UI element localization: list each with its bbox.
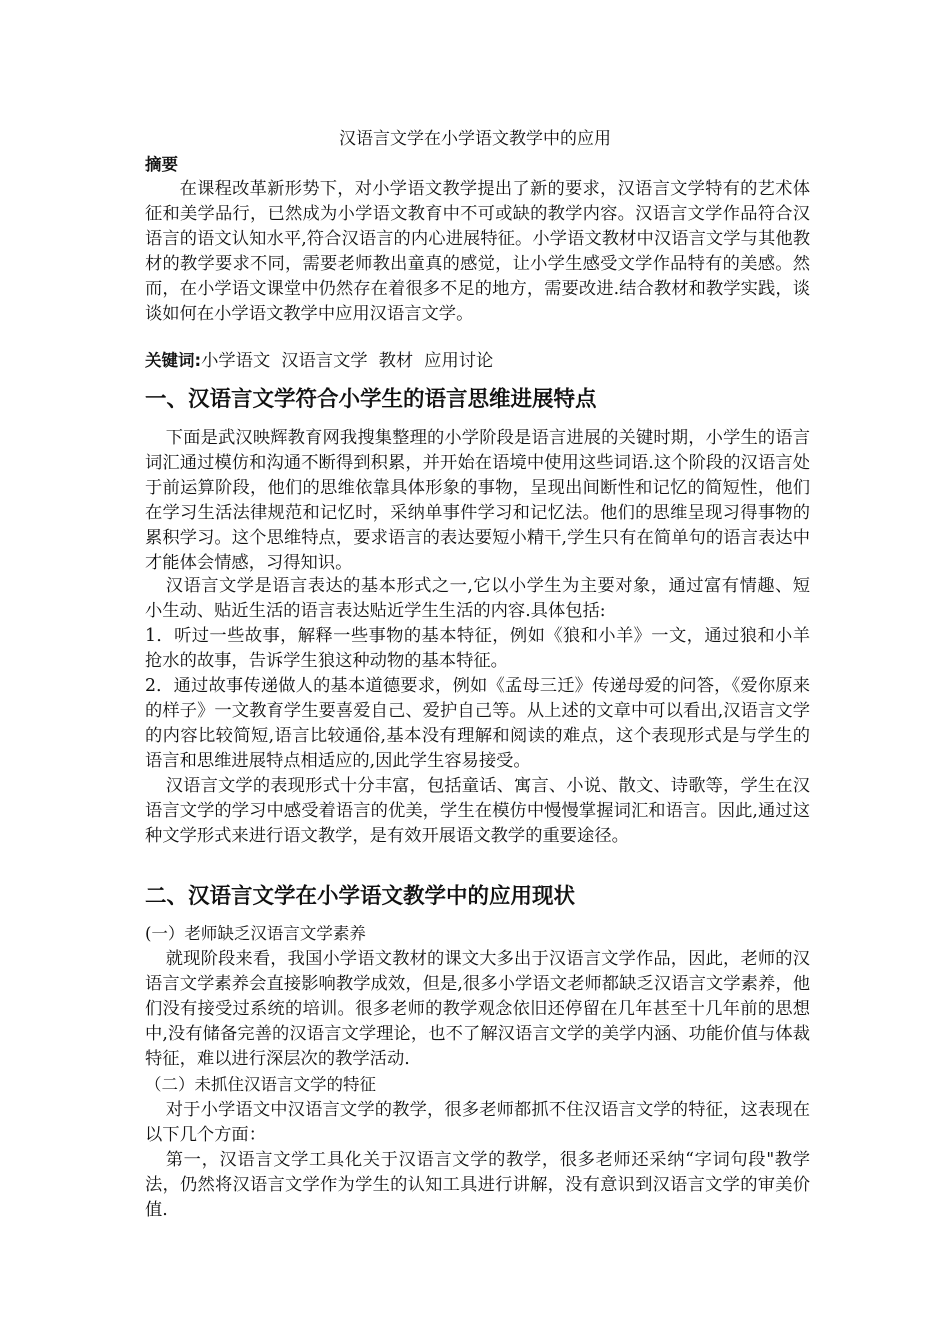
- section2-paragraph-1: 就现阶段来看，我国小学语文教材的课文大多出于汉语言文学作品，因此，老师的汉语言文学素养会直接影响教学成效，但是,很多小学语文老师都缺乏汉语言文学素养，他们没有接受过系统的培训。很多老师的教学观念依旧还停留在几年甚至十几年前的思想中,没有储备完善的汉语言文学理论，也不了解汉语言文学的美学内涵、功能价值与体裁特征，难以进行深层次的教学活动.: [145, 949, 810, 1069]
- abstract-label-line: [145, 152, 810, 178]
- document-title: 汉语言文学在小学语文教学中的应用: [339, 129, 611, 149]
- keywords-text: 小学语文 汉语言文学 教材 应用讨论: [201, 351, 494, 371]
- section2-paragraph-3: 第一，汉语言文学工具化关于汉语言文学的教学，很多老师还采纳“字词句段"教学法，仍然将汉语言文学作为学生的认知工具进行讲解，没有意识到汉语言文学的审美价值.: [145, 1150, 810, 1220]
- section2-subheading-1: (一）老师缺乏汉语言文学素养: [145, 924, 366, 943]
- abstract-text: 在课程改革新形势下，对小学语文教学提出了新的要求，汉语言文学特有的艺术体征和美学品行，已然成为小学语文教育中不可或缺的教学内容。汉语言文学作品符合汉语言的语文认知水平,符合汉语言的内心进展特征。小学语文教材中汉语言文学与其他教材的教学要求不同，需要老师教出童真的感觉，让小学生感受文学作品特有的美感。然而，在小学语文课堂中仍然存在着很多不足的地方，需要改进.结合教材和教学实践，谈谈如何在小学语文教学中应用汉语言文学。: [145, 179, 810, 324]
- keywords-line: [145, 348, 810, 374]
- section2-subheading-2: （二）未抓住汉语言文学的特征: [145, 1075, 376, 1094]
- section2-heading: 二、汉语言文学在小学语文教学中的应用现状: [145, 884, 576, 909]
- section2-paragraph-2: 对于小学语文中汉语言文学的教学，很多老师都抓不住汉语言文学的特征，这表现在以下几个方面：: [145, 1100, 810, 1145]
- section1-item-1: 1．听过一些故事，解释一些事物的基本特征，例如《狼和小羊》一文，通过狼和小羊抢水的故事，告诉学生狼这种动物的基本特征。: [145, 626, 810, 671]
- section1-paragraph-1: 下面是武汉映辉教育网我搜集整理的小学阶段是语言进展的关键时期，小学生的语言词汇通过模仿和沟通不断得到积累，并开始在语境中使用这些词语.这个阶段的汉语言处于前运算阶段，他们的思维依靠具体形象的事物，呈现出间断性和记忆的简短性，他们在学习生活法律规范和记忆时，采纳单事件学习和记忆法。他们的思维呈现习得事物的累积学习。这个思维特点，要求语言的表达要短小精干,学生只有在简单句的语言表达中才能体会情感，习得知识。: [145, 428, 810, 573]
- section1-item-2: 2．通过故事传递做人的基本道德要求，例如《孟母三迁》传递母爱的问答，《爱你原来的样子》一文教育学生要喜爱自己、爱护自己等。从上述的文章中可以看出,汉语言文学的内容比较简短,语言比较通俗,基本没有理解和阅读的难点，这个表现形式是与学生的语言和思维进展特点相适应的,因此学生容易接受。: [145, 676, 810, 771]
- section1-heading: 一、汉语言文学符合小学生的语言思维进展特点: [145, 387, 597, 412]
- abstract-label: 摘要: [145, 155, 178, 174]
- section1-paragraph-5: 汉语言文学的表现形式十分丰富，包括童话、寓言、小说、散文、诗歌等，学生在汉语言文学的学习中感受着语言的优美，学生在模仿中慢慢掌握词汇和语言。因此,通过这种文学形式来进行语文教学，是有效开展语文教学的重要途径。: [145, 776, 810, 846]
- keywords-label: 关键词:: [145, 351, 202, 370]
- section1-paragraph-2: 汉语言文学是语言表达的基本形式之一,它以小学生为主要对象，通过富有情趣、短小生动、贴近生活的语言表达贴近学生生活的内容.具体包括:: [145, 576, 810, 621]
